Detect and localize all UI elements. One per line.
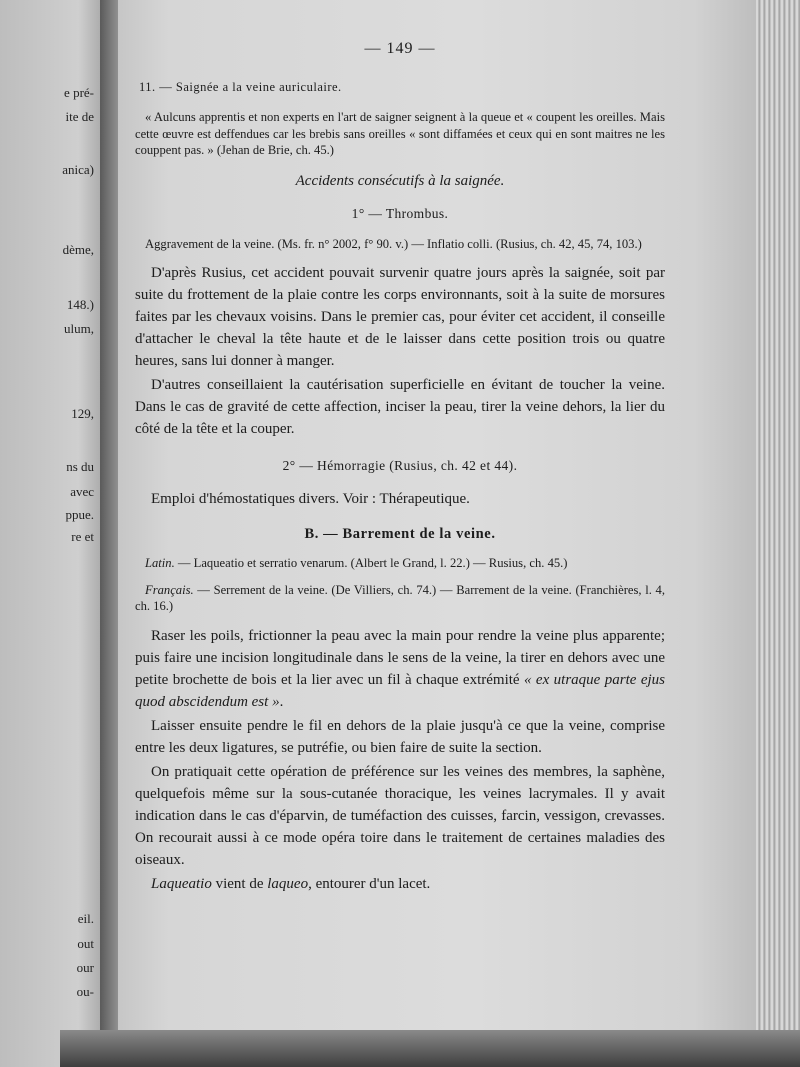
barrement-heading: B. — Barrement de la veine. <box>304 526 496 542</box>
thrombus-paragraph-2: D'autres conseillaient la cautérisation superficielle en évitant de toucher la veine. Dans le cas de gravité de cette affection, inciser la peau, tirer la veine dehors, la lier du côté de la tête et la couper. <box>135 377 665 437</box>
left-page-fragment: 148.) <box>66 297 94 312</box>
accidents-title: Accidents consécutifs à la saignée. <box>295 172 505 189</box>
laqueo-word: laqueo <box>267 875 309 892</box>
laqueatio-end: , entourer d'un lacet. <box>308 875 431 892</box>
left-page-fragment: anica) <box>62 162 94 177</box>
page-edges <box>756 0 800 1067</box>
left-page-fragment: ns du <box>66 459 94 474</box>
bottom-shadow <box>60 1030 800 1067</box>
barrement-paragraph-2: Laisser ensuite pendre le fil en dehors de la plaie jusqu'à ce que la veine, comprise entre les deux ligatures, se putréfie, ou bien faire de suite la section. <box>135 717 665 756</box>
left-page-fragment: e pré- <box>64 85 94 100</box>
laqueatio-term: Laqueatio <box>151 875 212 892</box>
francais-label: Français. <box>145 582 194 597</box>
barrement-paragraph-3: On pratiquait cette opération de préférence sur les veines des membres, la saphène, quelquefois même sur la sous-cutanée thoracique, les veines lacrymales. Il y avait indication dans le cas d'éparvin, de tuméfaction des cuisses, farcin, vessigon, crevasses. On recourait aussi à ce mode opéra toire dans le traitement de certaines maladies des oiseaux. <box>135 763 665 868</box>
latin-reference <box>135 555 665 572</box>
thrombus-paragraph-1: D'après Rusius, cet accident pouvait survenir quatre jours après la saignée, soit par suite du frottement de la plaie contre les corps environnants, soit à la suite de morsures faites par les chevaux voisins. Dans le premier cas, pour éviter cet accident, il conseille d'attacher le cheval la tête haute et de le laisser dans cette position trois ou quatre heures, sans lui donner à manger. <box>135 265 665 369</box>
quote-jehan-de-brie: « Aulcuns apprentis et non experts en l'art de saigner seignent à la queue et « coupent les oreilles. Mais cette œuvre est deffendues car les brebis sans oreilles « sont diffamées et ceux qui en sont maitres ne les couppent pas. » (Jehan de Brie, ch. 45.) <box>135 110 665 157</box>
latin-text: — Laqueatio et serratio venarum. (Albert le Grand, l. 22.) — Rusius, ch. 45.) <box>174 556 568 570</box>
left-page-fragment: 129, <box>71 406 94 421</box>
barrement-paragraph-4 <box>135 873 665 895</box>
left-page-fragment: our <box>76 960 94 975</box>
left-page-fragment: ppue. <box>65 507 94 522</box>
francais-text: — Serrement de la veine. (De Villiers, ch. 74.) — Barrement de la veine. (Franchières, l. 4, ch. 16.) <box>135 582 665 613</box>
left-page-fragment: out <box>77 936 94 951</box>
left-page-fragment: ulum, <box>64 321 94 336</box>
hemorragie-heading: 2° — Hémorragie (Rusius, ch. 42 et 44). <box>282 458 518 473</box>
left-page-fragment: re et <box>71 529 94 544</box>
left-page-fragment: dème, <box>62 242 94 257</box>
francais-reference <box>135 582 665 615</box>
thrombus-references: Aggravement de la veine. (Ms. fr. n° 2002, f° 90. v.) — Inflatio colli. (Rusius, ch. 42, 45, 74, 103.) <box>145 236 642 251</box>
hemorragie-line: Emploi d'hémostatiques divers. Voir : Thérapeutique. <box>151 491 470 507</box>
left-page-fragment: ou- <box>76 984 94 999</box>
section-heading-11: 11. — Saignée a la veine auriculaire. <box>139 80 342 94</box>
thrombus-heading: 1° — Thrombus. <box>351 205 449 221</box>
left-facing-page <box>0 0 112 1067</box>
laqueatio-mid: vient de <box>211 875 268 892</box>
barrement-p1-quote: « ex utraque parte ejus quod abscidendum est » <box>135 671 665 710</box>
latin-label: Latin. <box>145 556 175 570</box>
barrement-p1-start: Raser les poils, frictionner la peau avec la main pour rendre la veine plus apparente; puis faire une incision longitudinale dans le sens de la veine, la tirer en dehors avec une petite brochette de bois et la lier avec un fil à chaque extrémité <box>135 627 665 688</box>
barrement-p1-end: . <box>279 693 284 710</box>
left-page-fragment: eil. <box>77 911 94 926</box>
left-page-fragment: avec <box>70 484 94 499</box>
page-text <box>135 40 665 897</box>
page-number: — 149 — <box>364 40 436 57</box>
barrement-paragraph-1 <box>135 625 665 713</box>
left-page-fragment: ite de <box>65 109 94 124</box>
